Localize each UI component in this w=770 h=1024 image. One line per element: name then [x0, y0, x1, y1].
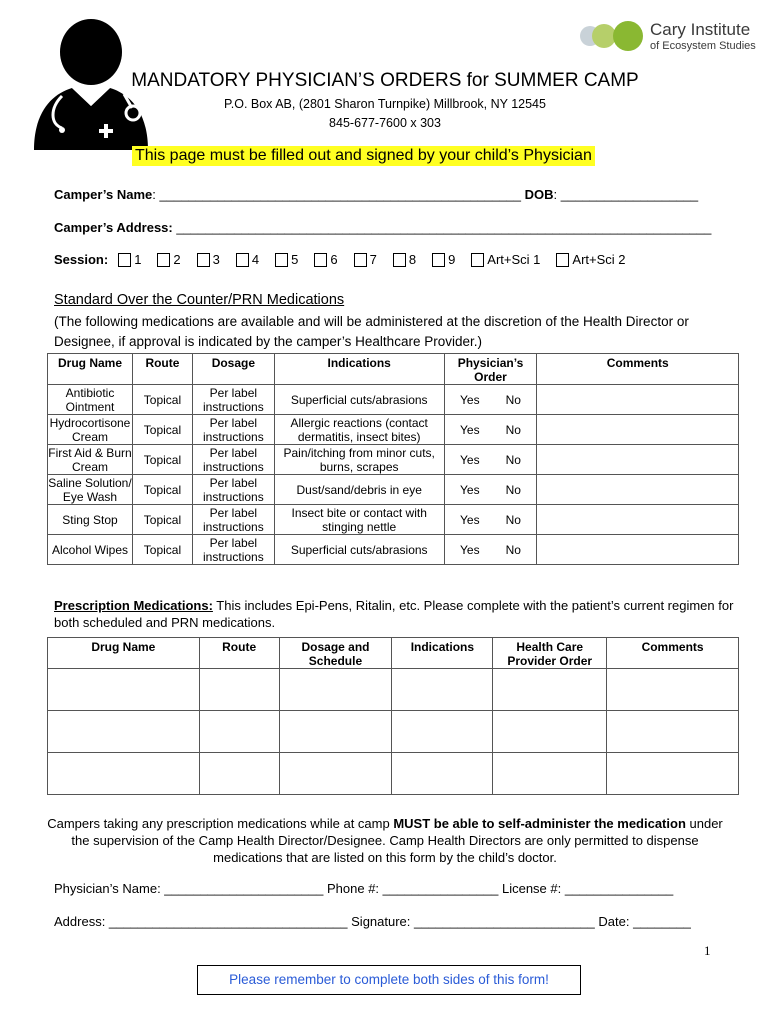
indication: Allergic reactions (contact dermatitis, insect bites) [274, 415, 444, 445]
page-number: 1 [704, 943, 711, 958]
table-cell[interactable] [48, 711, 200, 753]
indication: Insect bite or contact with stinging nettle [274, 505, 444, 535]
physician-address-field[interactable]: Address: _________________________________ [54, 914, 348, 929]
drug-name: Alcohol Wipes [48, 535, 133, 565]
yes-option[interactable]: Yes [460, 542, 480, 557]
column-header: Indications [274, 354, 444, 385]
session-option-3[interactable]: 3 [197, 252, 220, 267]
column-header: Indications [392, 638, 493, 669]
route: Topical [132, 505, 192, 535]
yes-option[interactable]: Yes [460, 422, 480, 437]
yes-option[interactable]: Yes [460, 482, 480, 497]
table-cell[interactable] [607, 711, 739, 753]
physician-row [54, 881, 673, 896]
table-cell[interactable] [392, 753, 493, 795]
reminder-box: Please remember to complete both sides of this form! [197, 965, 581, 995]
table-cell[interactable] [48, 669, 200, 711]
table-cell[interactable] [199, 753, 279, 795]
contact-phone: 845-677-7600 x 303 [329, 116, 441, 130]
checkbox[interactable] [393, 253, 406, 267]
order-cell [444, 415, 537, 445]
no-option[interactable]: No [505, 482, 521, 497]
table-cell[interactable] [392, 711, 493, 753]
signature-field[interactable]: Signature: _________________________ [351, 914, 595, 929]
yes-option[interactable]: Yes [460, 452, 480, 467]
rx-description: This includes Epi-Pens, Ritalin, etc. Please complete with the patient’s current regimen for both scheduled and PRN medications. [54, 598, 734, 630]
comments-cell[interactable] [537, 415, 739, 445]
camper-address-label: Camper’s Address: [54, 220, 173, 235]
org-subtitle: of Ecosystem Studies [650, 40, 756, 52]
camper-address-field[interactable]: __________________________________________________________________________ [172, 220, 712, 235]
order-cell [444, 535, 537, 565]
table-cell[interactable] [607, 669, 739, 711]
session-option-9[interactable]: 9 [432, 252, 455, 267]
cary-logo-icon [578, 20, 648, 52]
session-option-1[interactable]: 1 [118, 252, 141, 267]
camper-name-field[interactable]: : __________________________________________________ [152, 187, 522, 202]
column-header: Comments [537, 354, 739, 385]
column-header: Drug Name [48, 638, 200, 669]
route: Topical [132, 535, 192, 565]
physician-banner: This page must be filled out and signed by your child’s Physician [132, 146, 595, 166]
table-cell[interactable] [607, 753, 739, 795]
self-administer-note [40, 815, 730, 866]
order-cell [444, 505, 537, 535]
no-option[interactable]: No [505, 422, 521, 437]
table-cell[interactable] [493, 669, 607, 711]
table-row [48, 753, 739, 795]
table-row [48, 669, 739, 711]
column-header: Comments [607, 638, 739, 669]
dosage: Per label instructions [192, 445, 274, 475]
yes-option[interactable]: Yes [460, 392, 480, 407]
drug-name: First Aid & Burn Cream [48, 445, 132, 474]
session-option-6[interactable]: 6 [314, 252, 337, 267]
comments-cell[interactable] [537, 385, 739, 415]
note-text: Campers taking any prescription medications while at camp [47, 816, 394, 831]
table-row [48, 445, 739, 475]
session-row [54, 252, 642, 267]
session-option-2[interactable]: 2 [157, 252, 180, 267]
indication: Dust/sand/debris in eye [274, 475, 444, 505]
session-option-8[interactable]: 8 [393, 252, 416, 267]
dob-label: DOB [524, 187, 554, 202]
comments-cell[interactable] [537, 535, 739, 565]
column-header: Drug Name [48, 354, 133, 385]
route: Topical [132, 445, 192, 475]
dob-field[interactable]: : ___________________ [553, 187, 699, 202]
table-cell[interactable] [493, 753, 607, 795]
note-text: under the supervision of the Camp Health Director/Designee. Camp Health Directors are only permitted to dispense medications that are listed on this form by the child’s doctor. [71, 816, 723, 865]
checkbox[interactable] [354, 253, 367, 267]
table-cell[interactable] [48, 753, 200, 795]
table-row [48, 505, 739, 535]
no-option[interactable]: No [505, 512, 521, 527]
physician-license-field[interactable]: License #: _______________ [501, 881, 674, 896]
otc-description: (The following medications are available and will be administered at the discretion of the Health Director or Designee, if approval is indicated by the camper’s Healthcare Provider.) [54, 314, 689, 349]
checkbox[interactable] [275, 253, 288, 267]
page-title: MANDATORY PHYSICIAN’S ORDERS for SUMMER CAMP [131, 70, 639, 91]
checkbox[interactable] [236, 253, 249, 267]
indication: Superficial cuts/abrasions [274, 385, 444, 415]
comments-cell[interactable] [537, 445, 739, 475]
table-cell[interactable] [493, 711, 607, 753]
note-emphasis: MUST be able to self-administer the medication [393, 816, 686, 831]
checkbox[interactable] [471, 253, 484, 267]
column-header: Dosage and Schedule [279, 638, 392, 669]
route: Topical [132, 385, 192, 415]
checkbox[interactable] [314, 253, 327, 267]
table-row [48, 385, 739, 415]
rx-heading: Prescription Medications: [54, 598, 213, 613]
table-cell[interactable] [279, 753, 392, 795]
column-header: Physician’s Order [444, 354, 537, 385]
drug-name: Saline Solution/ Eye Wash [48, 475, 132, 504]
table-cell[interactable] [392, 669, 493, 711]
column-header: Route [199, 638, 279, 669]
table-row [48, 535, 739, 565]
comments-cell[interactable] [537, 475, 739, 505]
session-option-4[interactable]: 4 [236, 252, 259, 267]
session-option-artsci-2[interactable]: Art+Sci 2 [556, 252, 625, 267]
session-label: Session: [54, 252, 109, 267]
route: Topical [132, 415, 192, 445]
table-row [48, 711, 739, 753]
dosage: Per label instructions [192, 385, 274, 415]
physician-address-row [54, 914, 691, 929]
drug-name: Antibiotic Ointment [48, 385, 133, 415]
route: Topical [132, 475, 192, 505]
checkbox[interactable] [157, 253, 170, 267]
session-option-artsci-1[interactable]: Art+Sci 1 [471, 252, 540, 267]
no-option[interactable]: No [505, 452, 521, 467]
column-header: Health Care Provider Order [493, 638, 607, 669]
order-cell [444, 475, 537, 505]
no-option[interactable]: No [505, 392, 521, 407]
column-header: Dosage [192, 354, 274, 385]
dosage: Per label instructions [192, 505, 274, 535]
table-cell[interactable] [199, 711, 279, 753]
table-cell[interactable] [279, 669, 392, 711]
camper-name-row [54, 187, 698, 202]
session-option-5[interactable]: 5 [275, 252, 298, 267]
session-option-7[interactable]: 7 [354, 252, 377, 267]
table-cell[interactable] [279, 711, 392, 753]
otc-table [47, 353, 739, 565]
table-row [48, 475, 739, 505]
org-name: Cary Institute [650, 20, 751, 39]
rx-intro [54, 597, 744, 631]
drug-name: Sting Stop [48, 505, 133, 535]
physician-phone-field[interactable]: Phone #: ________________ [327, 881, 499, 896]
column-header: Route [132, 354, 192, 385]
checkbox[interactable] [556, 253, 569, 267]
indication: Superficial cuts/abrasions [274, 535, 444, 565]
yes-option[interactable]: Yes [460, 512, 480, 527]
dosage: Per label instructions [192, 475, 274, 505]
order-cell [444, 385, 537, 415]
indication: Pain/itching from minor cuts, burns, scrapes [274, 445, 444, 475]
checkbox[interactable] [197, 253, 210, 267]
order-cell [444, 445, 537, 475]
checkbox[interactable] [432, 253, 445, 267]
physician-name-field[interactable]: Physician’s Name: ______________________ [54, 881, 324, 896]
mailing-address: P.O. Box AB, (2801 Sharon Turnpike) Millbrook, NY 12545 [224, 97, 546, 111]
rx-table [47, 637, 739, 795]
dosage: Per label instructions [192, 535, 274, 565]
camper-address-row [54, 220, 711, 235]
no-option[interactable]: No [505, 542, 521, 557]
checkbox[interactable] [118, 253, 131, 267]
comments-cell[interactable] [537, 505, 739, 535]
drug-name: Hydrocortisone Cream [48, 415, 133, 445]
otc-heading: Standard Over the Counter/PRN Medications [54, 292, 345, 308]
table-cell[interactable] [199, 669, 279, 711]
date-field[interactable]: Date: ________ [598, 914, 691, 929]
camper-name-label: Camper’s Name [54, 187, 153, 202]
dosage: Per label instructions [192, 415, 274, 445]
table-row [48, 415, 739, 445]
